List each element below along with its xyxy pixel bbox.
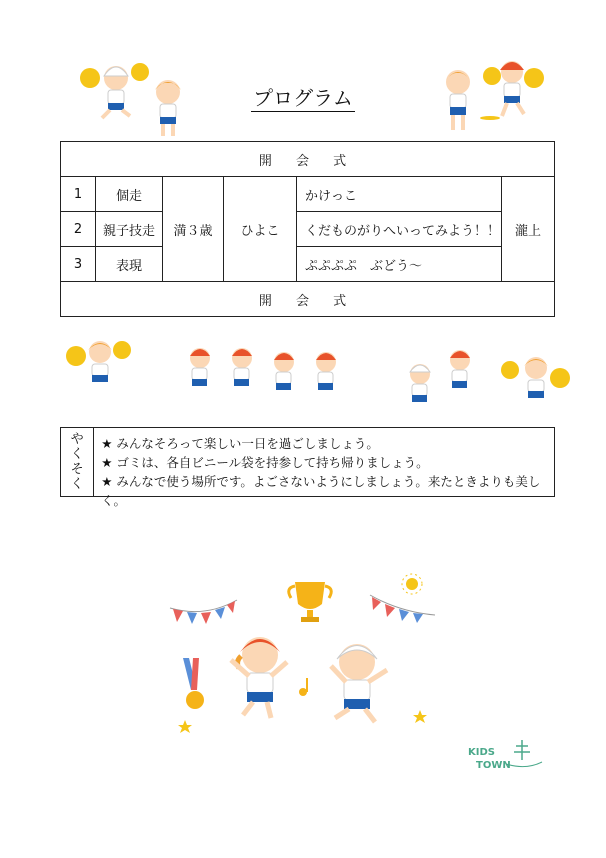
bunting-left-icon <box>170 600 237 624</box>
program-age: 満３歳 <box>163 177 224 282</box>
opening-ceremony-label: 開 会 式 <box>61 142 555 177</box>
program-number: 3 <box>61 247 96 282</box>
promise-line: ★ みんなで使う場所です。よごさないようにしましょう。来たときよりも美しく。 <box>101 474 541 508</box>
medal-icon <box>183 658 204 709</box>
promise-box <box>60 427 555 508</box>
logo-text-bottom: TOWN <box>476 760 511 771</box>
table-row <box>61 247 555 282</box>
closing-ceremony-row <box>61 282 555 317</box>
program-title: ぷぷぷぷ ぶどう〜 <box>297 247 502 282</box>
sun-icon <box>402 574 422 594</box>
closing-ceremony-label: 開 会 式 <box>61 282 555 317</box>
kids-town-logo <box>466 738 546 772</box>
promise-label <box>61 428 94 496</box>
program-table <box>60 141 555 317</box>
program-number: 2 <box>61 212 96 247</box>
logo-text-top: KIDS <box>468 747 495 758</box>
promise-label-char: く <box>70 477 84 492</box>
opening-ceremony-row <box>61 142 555 177</box>
promise-label-char: そ <box>70 462 84 477</box>
promise-line: ★ ゴミは、各自ビニール袋を持参して持ち帰りましょう。 <box>101 455 429 470</box>
page-title: プログラム <box>253 86 353 110</box>
promise-lines <box>94 428 554 508</box>
program-event-type: 親子技走 <box>96 212 163 247</box>
running-kids-illustration <box>60 336 575 416</box>
promise-line: ★ みんなそろって楽しい一日を過ごしましょう。 <box>101 436 379 451</box>
promise-label-char: く <box>70 447 84 462</box>
table-row <box>61 177 555 212</box>
program-title: かけっこ <box>297 177 502 212</box>
cheering-kids-illustration-left <box>78 56 198 142</box>
cheering-kids-illustration-right <box>430 52 550 138</box>
music-note-icon <box>299 678 307 696</box>
promise-label-char: や <box>70 432 84 447</box>
star-icon <box>178 710 427 733</box>
program-event-type: 表現 <box>96 247 163 282</box>
program-number: 1 <box>61 177 96 212</box>
program-place: 瀧上 <box>502 177 555 282</box>
table-row <box>61 212 555 247</box>
trophy-icon <box>289 582 332 622</box>
tree-icon <box>514 740 530 760</box>
program-title: くだものがりへいってみよう！！ <box>297 212 502 247</box>
program-event-type: 個走 <box>96 177 163 212</box>
celebration-illustration <box>165 570 445 740</box>
bunting-right-icon <box>370 595 435 623</box>
program-class: ひよこ <box>224 177 297 282</box>
